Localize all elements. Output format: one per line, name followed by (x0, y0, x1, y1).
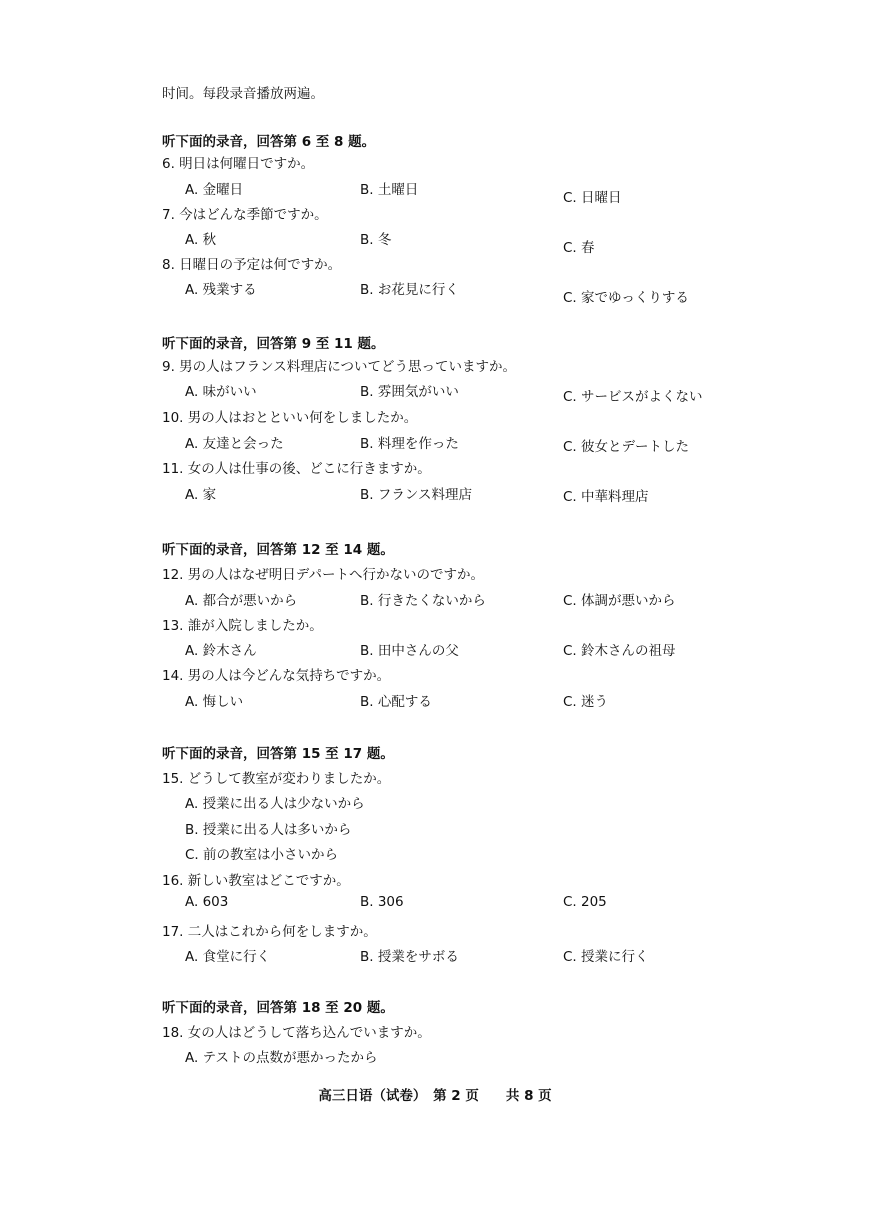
option-b: B. 授業をサボる (360, 949, 459, 965)
option-b: B. 心配する (360, 694, 432, 710)
option-c: C. 体調が悪いから (563, 593, 676, 609)
option-c: C. 日曜日 (563, 190, 622, 206)
option-a: A. 鈴木さん (185, 643, 257, 659)
question-10: 10. 男の人はおとといい何をしましたか。 (162, 410, 418, 426)
option-b: B. フランス料理店 (360, 487, 472, 503)
question-9: 9. 男の人はフランス料理店についてどう思っていますか。 (162, 359, 516, 375)
question-13: 13. 誰が入院しましたか。 (162, 618, 323, 634)
option-b: B. 料理を作った (360, 436, 459, 452)
question-17: 17. 二人はこれから何をしますか。 (162, 924, 377, 940)
option-a: A. 味がいい (185, 384, 257, 400)
question-6: 6. 明日は何曜日ですか。 (162, 156, 315, 172)
option-b: B. 土曜日 (360, 182, 419, 198)
option-c: C. 前の教室は小さいから (185, 847, 339, 863)
option-a: A. 都合が悪いから (185, 593, 298, 609)
option-b: B. 授業に出る人は多いから (185, 822, 352, 838)
option-c: C. 205 (563, 894, 607, 910)
question-11: 11. 女の人は仕事の後、どこに行きますか。 (162, 461, 431, 477)
option-b: B. 冬 (360, 232, 392, 248)
option-a: A. 残業する (185, 282, 257, 298)
option-a: A. テストの点数が悪かったから (185, 1050, 378, 1066)
section-header: 听下面的录音，回答第 6 至 8 题。 (162, 134, 376, 150)
question-8: 8. 日曜日の予定は何ですか。 (162, 257, 342, 273)
option-a: A. 603 (185, 894, 229, 910)
option-c: C. 迷う (563, 694, 609, 710)
section-header: 听下面的录音，回答第 18 至 20 题。 (162, 1000, 394, 1016)
question-12: 12. 男の人はなぜ明日デパートへ行かないのですか。 (162, 567, 484, 583)
option-a: A. 友達と会った (185, 436, 284, 452)
option-c: C. 彼女とデートした (563, 439, 690, 455)
option-c: C. 鈴木さんの祖母 (563, 643, 676, 659)
option-a: A. 秋 (185, 232, 217, 248)
question-18: 18. 女の人はどうして落ち込んでいますか。 (162, 1025, 431, 1041)
option-c: C. 中華料理店 (563, 489, 649, 505)
option-a: A. 授業に出る人は少ないから (185, 796, 365, 812)
page-footer: 高三日语（试卷） 第 2 页 共 8 页 (318, 1088, 552, 1104)
question-7: 7. 今はどんな季節ですか。 (162, 207, 328, 223)
option-b: B. 306 (360, 894, 404, 910)
option-b: B. 行きたくないから (360, 593, 486, 609)
option-b: B. お花見に行く (360, 282, 459, 298)
intro-text: 时间。每段录音播放两遍。 (162, 86, 324, 102)
question-14: 14. 男の人は今どんな気持ちですか。 (162, 668, 391, 684)
section-header: 听下面的录音，回答第 15 至 17 题。 (162, 746, 394, 762)
question-15: 15. どうして教室が変わりましたか。 (162, 771, 391, 787)
section-header: 听下面的录音，回答第 12 至 14 题。 (162, 542, 394, 558)
option-c: C. 家でゆっくりする (563, 290, 689, 306)
option-c: C. 春 (563, 240, 595, 256)
option-c: C. 授業に行く (563, 949, 649, 965)
option-a: A. 食堂に行く (185, 949, 271, 965)
option-c: C. サービスがよくない (563, 389, 703, 405)
question-16: 16. 新しい教室はどこですか。 (162, 873, 350, 889)
option-a: A. 金曜日 (185, 182, 244, 198)
option-b: B. 雰囲気がいい (360, 384, 459, 400)
option-a: A. 家 (185, 487, 217, 503)
option-a: A. 悔しい (185, 694, 244, 710)
section-header: 听下面的录音，回答第 9 至 11 题。 (162, 336, 385, 352)
option-b: B. 田中さんの父 (360, 643, 459, 659)
